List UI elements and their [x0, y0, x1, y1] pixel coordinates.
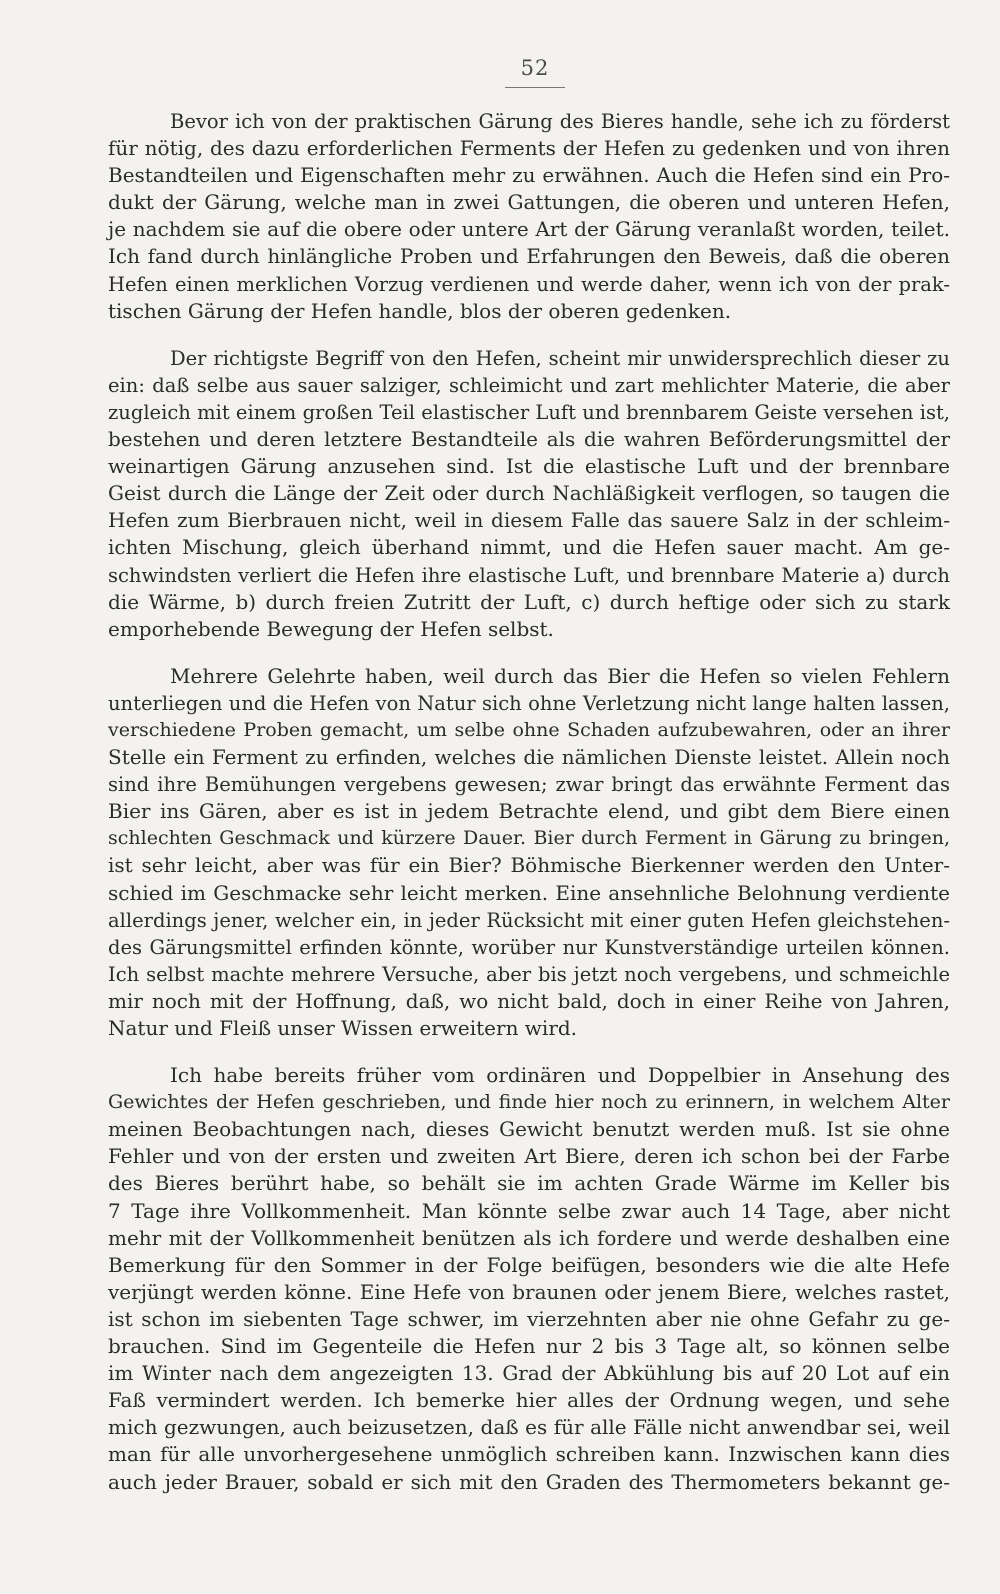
text-line: emporhebende Bewegung der Hefen selbst. [108, 616, 554, 641]
text-line: meinen Beobachtungen nach, dieses Gewicht benutzt werden muß. Ist sie ohne [108, 1117, 950, 1142]
text-line: ist schon im siebenten Tage schwer, im vierzehnten aber nie ohne Gefahr zu ge- [108, 1306, 950, 1331]
text-line: schlechten Geschmack und kürzere Dauer. Bier durch Ferment in Gärung zu bringen, [108, 827, 950, 850]
text-line: Ich selbst machte mehrere Versuche, aber bis jetzt noch vergebens, und schmeichle [108, 962, 950, 986]
paragraph [108, 663, 950, 1042]
paragraph [108, 345, 950, 643]
text-line: weinartigen Gärung anzusehen sind. Ist die elastische Luft und der brennbare [108, 454, 950, 479]
text-line: dukt der Gärung, welche man in zwei Gattungen, die oberen und unteren Hefen, [108, 190, 950, 215]
text-line: schied im Geschmacke sehr leicht merken. Eine ansehnliche Belohnung verdiente [108, 880, 950, 905]
text-line: Der richtigste Begriff von den Hefen, scheint mir unwidersprechlich dieser zu [170, 346, 950, 370]
text-line: mich gezwungen, auch beizusetzen, daß es für alle Fälle nicht anwendbar sei, weil [108, 1415, 950, 1440]
text-line: Gewichtes der Hefen geschrieben, und finde hier noch zu erinnern, in welchem Alter [108, 1091, 950, 1114]
text-line: Faß vermindert werden. Ich bemerke hier alles der Ordnung wegen, und sehe [108, 1388, 950, 1413]
text-line: ist sehr leicht, aber was für ein Bier? Böhmische Bierkenner werden den Unter- [108, 853, 950, 878]
text-line: bestehen und deren letztere Bestandteile als die wahren Beförderungsmittel der [108, 427, 950, 452]
text-line: auch jeder Brauer, sobald er sich mit den Graden des Thermometers bekannt ge- [108, 1469, 950, 1494]
text-line: ichten Mischung, gleich überhand nimmt, und die Hefen sauer macht. Am ge- [108, 535, 950, 560]
text-line: unterliegen und die Hefen von Natur sich ohne Verletzung nicht lange halten lassen, [108, 691, 950, 715]
page-number: 52 [520, 56, 550, 80]
text-line: tischen Gärung der Hefen handle, blos der oberen gedenken. [108, 298, 732, 323]
text-line: verjüngt werden könne. Eine Hefe von braunen oder jenem Biere, welches rastet, [108, 1279, 950, 1304]
text-line: Bier ins Gären, aber es ist in jedem Betrachte elend, und gibt dem Biere einen [108, 799, 950, 824]
text-line: Geist durch die Länge der Zeit oder durch Nachläßigkeit verflogen, so taugen die [108, 481, 950, 506]
text-line: Ich fand durch hinlängliche Proben und Erfahrungen den Beweis, daß die oberen [108, 244, 950, 269]
text-line: 7 Tage ihre Vollkommenheit. Man könnte selbe zwar auch 14 Tage, aber nicht [108, 1198, 950, 1223]
text-line: für nötig, des dazu erforderlichen Ferments der Hefen zu gedenken und von ihren [108, 136, 950, 161]
page-number-rule [505, 87, 565, 88]
text-line: des Bieres berührt habe, so behält sie im achten Grade Wärme im Keller bis [108, 1171, 950, 1196]
text-line: mehr mit der Vollkommenheit benützen als ich fordere und werde deshalben eine [108, 1225, 950, 1250]
text-line: zugleich mit einem großen Teil elastischer Luft und brennbarem Geiste versehen ist, [108, 400, 950, 424]
text-line: allerdings jener, welcher ein, in jeder Rücksicht mit einer guten Hefen gleichstehen- [108, 908, 950, 932]
text-line: Fehler und von der ersten und zweiten Art Biere, deren ich schon bei der Farbe [108, 1144, 950, 1169]
text-line: Hefen einen merklichen Vorzug verdienen und werde daher, wenn ich von der prak- [108, 272, 950, 296]
text-line: Bevor ich von der praktischen Gärung des Bieres handle, sehe ich zu förderst [170, 110, 950, 133]
text-line: Natur und Fleiß unser Wissen erweitern wird. [108, 1016, 578, 1040]
text-line: sind ihre Bemühungen vergebens gewesen; zwar bringt das erwähnte Ferment das [108, 773, 950, 797]
text-line: mir noch mit der Hoffnung, daß, wo nicht bald, doch in einer Reihe von Jahren, [108, 988, 950, 1013]
text-line: man für alle unvorhergesehene unmöglich schreiben kann. Inzwischen kann dies [108, 1442, 950, 1467]
body-text [108, 108, 950, 1516]
text-line: die Wärme, b) durch freien Zutritt der Luft, c) durch heftige oder sich zu stark [108, 589, 950, 614]
text-line: schwindsten verliert die Hefen ihre elastische Luft, und brennbare Materie a) durch [108, 563, 950, 587]
text-line: Hefen zum Bierbrauen nicht, weil in diesem Falle das sauere Salz in der schleim- [108, 508, 950, 533]
text-line: verschiedene Proben gemacht, um selbe ohne Schaden aufzubewahren, oder an ihrer [108, 718, 950, 741]
text-line: Bestandteilen und Eigenschaften mehr zu erwähnen. Auch die Hefen sind ein Pro- [108, 163, 950, 188]
paragraph [108, 108, 950, 325]
text-line: Stelle ein Ferment zu erfinden, welches die nämlichen Dienste leistet. Allein noch [108, 745, 950, 770]
text-line: je nachdem sie auf die obere oder untere Art der Gärung veranlaßt worden, teilet. [108, 217, 950, 242]
paragraph [108, 1062, 950, 1496]
text-line: Mehrere Gelehrte haben, weil durch das Bier die Hefen so vielen Fehlern [170, 663, 950, 688]
text-line: ein: daß selbe aus sauer salziger, schleimicht und zart mehlichter Materie, die aber [108, 373, 950, 397]
text-line: Ich habe bereits früher vom ordinären und Doppelbier in Ansehung des [170, 1063, 950, 1088]
text-line: im Winter nach dem angezeigten 13. Grad der Abkühlung bis auf 20 Lot auf ein [108, 1361, 950, 1386]
text-line: brauchen. Sind im Gegenteile die Hefen nur 2 bis 3 Tage alt, so können selbe [108, 1334, 950, 1359]
text-line: des Gärungsmittel erfinden könnte, worüber nur Kunstverständige urteilen können. [108, 935, 950, 959]
text-line: Bemerkung für den Sommer in der Folge beifügen, besonders wie die alte Hefe [108, 1252, 950, 1277]
